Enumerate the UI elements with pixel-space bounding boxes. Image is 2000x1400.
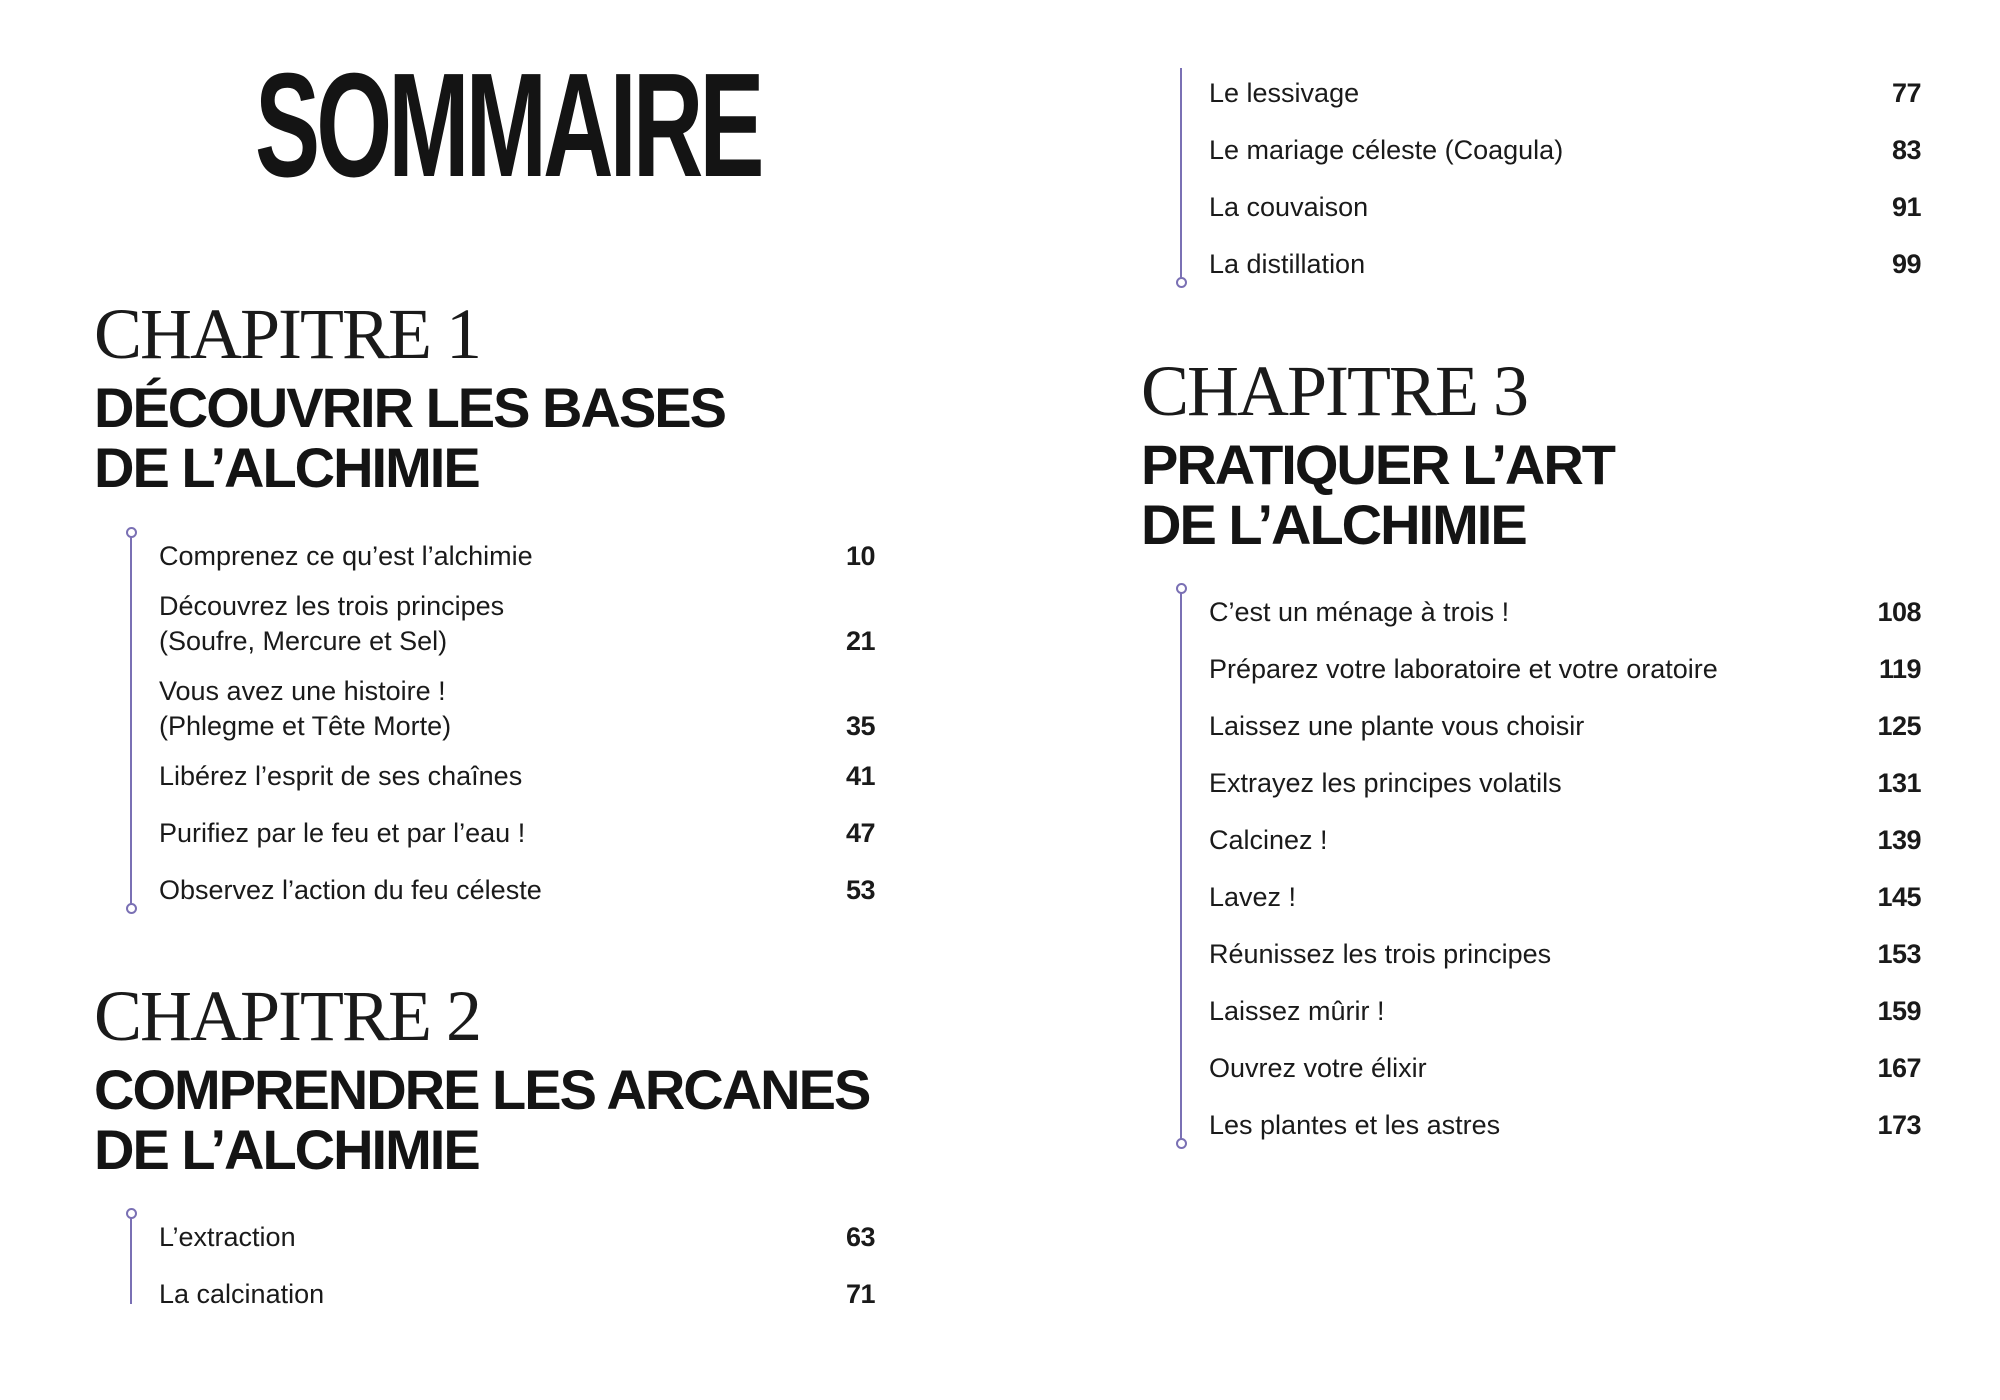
page-number: 167 bbox=[1877, 1053, 1921, 1083]
chapter-1-entries bbox=[130, 531, 875, 908]
toc-entry[interactable]: Préparez votre laboratoire et votre oratoire 119 bbox=[1182, 630, 1921, 687]
toc-entry[interactable]: Lavez ! 145 bbox=[1182, 858, 1921, 915]
page-number: 139 bbox=[1877, 825, 1921, 855]
page-number: 35 bbox=[845, 711, 875, 741]
chapter-2-entries-continued bbox=[1180, 68, 1921, 282]
page-number: 125 bbox=[1877, 711, 1921, 741]
toc-entry[interactable]: Découvrez les trois principes (Soufre, Mercure et Sel) 21 bbox=[132, 574, 875, 659]
toc-entry[interactable]: Extrayez les principes volatils 131 bbox=[1182, 744, 1921, 801]
toc-entry[interactable]: La calcination 71 bbox=[132, 1255, 875, 1312]
page-number: 21 bbox=[845, 626, 875, 656]
page-number: 131 bbox=[1877, 768, 1921, 798]
toc-entry[interactable]: Libérez l’esprit de ses chaînes 41 bbox=[132, 744, 875, 794]
toc-entry[interactable]: La couvaison 91 bbox=[1182, 168, 1921, 225]
toc-entry[interactable]: Observez l’action du feu céleste 53 bbox=[132, 851, 875, 908]
toc-entry[interactable]: Vous avez une histoire ! (Phlegme et Tête Morte) 35 bbox=[132, 659, 875, 744]
toc-entry[interactable]: Calcinez ! 139 bbox=[1182, 801, 1921, 858]
page-title: SOMMAIRE bbox=[255, 43, 761, 208]
toc-entry[interactable]: Laissez mûrir ! 159 bbox=[1182, 972, 1921, 1029]
page-number: 173 bbox=[1877, 1110, 1921, 1140]
chapter-kicker: CHAPITRE 1 bbox=[94, 294, 481, 374]
toc-entry[interactable]: La distillation 99 bbox=[1182, 225, 1921, 282]
chapter-3-heading bbox=[1141, 351, 1614, 556]
toc-entry[interactable]: Réunissez les trois principes 153 bbox=[1182, 915, 1921, 972]
chapter-kicker: CHAPITRE 3 bbox=[1141, 351, 1528, 431]
toc-entry[interactable]: Le mariage céleste (Coagula) 83 bbox=[1182, 111, 1921, 168]
chapter-2-heading bbox=[94, 976, 870, 1181]
page-number: 53 bbox=[845, 875, 875, 905]
chapter-3-entries bbox=[1180, 587, 1921, 1143]
chapter-title: COMPRENDRE LES ARCANES DE L’ALCHIMIE bbox=[94, 1058, 870, 1181]
page-number: 10 bbox=[845, 541, 875, 571]
page-number: 77 bbox=[1891, 78, 1921, 108]
page-number: 119 bbox=[1878, 654, 1921, 684]
toc-entry[interactable]: C’est un ménage à trois ! 108 bbox=[1182, 587, 1921, 630]
chapter-title: DÉCOUVRIR LES BASES DE L’ALCHIMIE bbox=[94, 376, 725, 499]
page-number: 159 bbox=[1877, 996, 1921, 1026]
chapter-1-heading bbox=[94, 294, 725, 499]
toc-entry[interactable]: Comprenez ce qu’est l’alchimie 10 bbox=[132, 531, 875, 574]
toc-entry[interactable]: Ouvrez votre élixir 167 bbox=[1182, 1029, 1921, 1086]
toc-entry[interactable]: Laissez une plante vous choisir 125 bbox=[1182, 687, 1921, 744]
chapter-title: PRATIQUER L’ART DE L’ALCHIMIE bbox=[1141, 433, 1614, 556]
page-number: 153 bbox=[1877, 939, 1921, 969]
toc-entry[interactable]: Les plantes et les astres 173 bbox=[1182, 1086, 1921, 1143]
page-number: 145 bbox=[1877, 882, 1921, 912]
page-number: 47 bbox=[845, 818, 875, 848]
toc-entry[interactable]: L’extraction 63 bbox=[132, 1212, 875, 1255]
page-number: 41 bbox=[845, 761, 875, 791]
chapter-kicker: CHAPITRE 2 bbox=[94, 976, 481, 1056]
page-number: 108 bbox=[1877, 597, 1921, 627]
page-number: 63 bbox=[845, 1222, 875, 1252]
chapter-2-entries bbox=[130, 1212, 875, 1309]
page-number: 99 bbox=[1891, 249, 1921, 279]
page-number: 91 bbox=[1891, 192, 1921, 222]
toc-entry[interactable]: Purifiez par le feu et par l’eau ! 47 bbox=[132, 794, 875, 851]
page-number: 71 bbox=[845, 1279, 875, 1309]
page-number: 83 bbox=[1891, 135, 1921, 165]
toc-entry[interactable]: Le lessivage 77 bbox=[1182, 68, 1921, 111]
